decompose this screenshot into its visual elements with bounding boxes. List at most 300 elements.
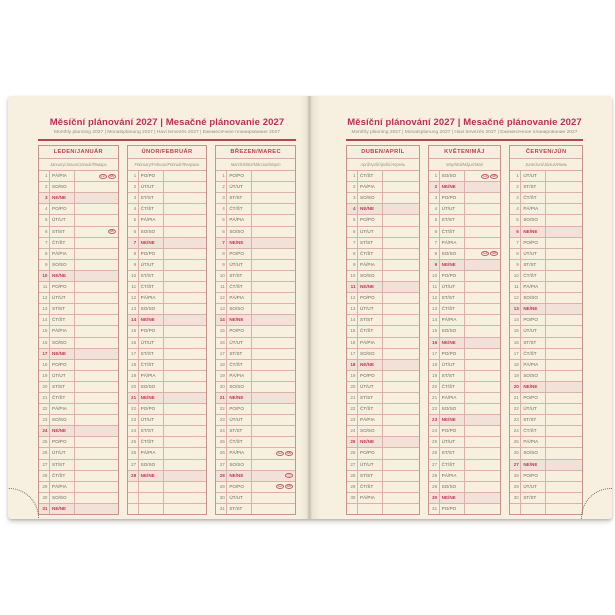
notes-cell bbox=[465, 471, 501, 481]
notes-cell bbox=[252, 193, 295, 203]
day-number: 16 bbox=[128, 338, 139, 348]
day-row bbox=[347, 171, 419, 182]
notes-cell bbox=[465, 338, 501, 348]
day-row bbox=[216, 504, 295, 514]
day-number: 7 bbox=[39, 238, 50, 248]
notes-cell bbox=[164, 260, 207, 270]
day-label: NE/NE bbox=[440, 182, 465, 192]
day-row bbox=[347, 193, 419, 204]
day-label: PÁ/PIA bbox=[227, 371, 252, 381]
month-column bbox=[38, 145, 119, 515]
day-number: 5 bbox=[429, 215, 440, 225]
day-row bbox=[128, 460, 207, 471]
day-number: 31 bbox=[429, 504, 440, 514]
notes-cell bbox=[252, 315, 295, 325]
notes-cell bbox=[546, 415, 582, 425]
day-label: PÁ/PIA bbox=[521, 282, 546, 292]
notes-cell bbox=[252, 382, 295, 392]
day-label: NE/NE bbox=[440, 338, 465, 348]
notes-cell bbox=[252, 360, 295, 370]
day-row bbox=[347, 482, 419, 493]
day-row bbox=[347, 471, 419, 482]
day-number: 12 bbox=[39, 293, 50, 303]
day-label: PO/PO bbox=[227, 404, 252, 414]
notes-cell bbox=[164, 371, 207, 381]
day-number: 17 bbox=[347, 349, 358, 359]
day-label: ST/ST bbox=[358, 315, 383, 325]
day-label: ST/ST bbox=[50, 460, 75, 470]
day-number: 19 bbox=[429, 371, 440, 381]
day-label: ST/ST bbox=[440, 448, 465, 458]
day-number: 12 bbox=[216, 293, 227, 303]
notes-cell bbox=[383, 504, 419, 514]
day-row bbox=[510, 382, 582, 393]
day-label: ÚT/UT bbox=[440, 282, 465, 292]
notes-cell bbox=[546, 193, 582, 203]
day-row bbox=[39, 360, 118, 371]
month-column bbox=[127, 145, 208, 515]
day-number: 4 bbox=[429, 204, 440, 214]
day-number: 4 bbox=[216, 204, 227, 214]
day-label bbox=[358, 504, 383, 514]
month-column bbox=[215, 145, 296, 515]
day-number: 17 bbox=[216, 349, 227, 359]
notes-cell bbox=[75, 437, 118, 447]
day-label: SO/SO bbox=[50, 182, 75, 192]
notes-cell bbox=[164, 227, 207, 237]
day-label: PÁ/PIA bbox=[521, 204, 546, 214]
day-row bbox=[39, 460, 118, 471]
notes-cell bbox=[383, 471, 419, 481]
notes-cell bbox=[383, 338, 419, 348]
day-label: PO/PO bbox=[440, 193, 465, 203]
notes-cell bbox=[465, 182, 501, 192]
day-row bbox=[510, 260, 582, 271]
notes-cell bbox=[546, 204, 582, 214]
day-number: 9 bbox=[128, 260, 139, 270]
day-row bbox=[347, 349, 419, 360]
day-label: PO/PO bbox=[227, 482, 252, 492]
notes-cell bbox=[164, 493, 207, 503]
day-row bbox=[39, 249, 118, 260]
day-label: PO/PO bbox=[358, 448, 383, 458]
day-label: SO/SO bbox=[139, 304, 164, 314]
day-label: ČT/ŠT bbox=[358, 171, 383, 181]
day-row bbox=[429, 404, 501, 415]
notes-cell bbox=[252, 260, 295, 270]
page-title: Měsíční plánování 2027 | Mesačné plánovanie 2027 bbox=[347, 117, 582, 128]
day-number: 18 bbox=[429, 360, 440, 370]
day-row bbox=[510, 215, 582, 226]
notes-cell bbox=[383, 360, 419, 370]
day-number: 1 bbox=[347, 171, 358, 181]
day-number: 13 bbox=[429, 304, 440, 314]
day-row bbox=[510, 171, 582, 182]
day-row bbox=[216, 215, 295, 226]
notes-cell bbox=[252, 349, 295, 359]
day-number: 2 bbox=[39, 182, 50, 192]
day-row bbox=[128, 326, 207, 337]
notes-cell bbox=[252, 227, 295, 237]
day-row bbox=[347, 338, 419, 349]
notes-cell bbox=[164, 271, 207, 281]
day-label: SO/SO bbox=[440, 482, 465, 492]
day-row bbox=[429, 338, 501, 349]
day-label: PO/PO bbox=[227, 171, 252, 181]
day-row bbox=[510, 504, 582, 514]
month-column bbox=[346, 145, 420, 515]
day-number: 17 bbox=[510, 349, 521, 359]
day-number: 9 bbox=[347, 260, 358, 270]
notes-cell bbox=[164, 437, 207, 447]
day-label: SO/SO bbox=[358, 193, 383, 203]
day-number: 8 bbox=[128, 249, 139, 259]
day-row bbox=[429, 204, 501, 215]
day-number: 7 bbox=[429, 238, 440, 248]
day-label: PÁ/PIA bbox=[50, 482, 75, 492]
day-label: PÁ/PIA bbox=[521, 437, 546, 447]
day-number: 3 bbox=[510, 193, 521, 203]
day-number: 11 bbox=[128, 282, 139, 292]
day-row bbox=[347, 360, 419, 371]
notes-cell bbox=[465, 227, 501, 237]
cz-holiday-badge-icon: CZ bbox=[277, 484, 283, 489]
notes-cell bbox=[546, 437, 582, 447]
day-row bbox=[429, 193, 501, 204]
day-label: PÁ/PIA bbox=[440, 238, 465, 248]
day-label: PO/PO bbox=[440, 271, 465, 281]
day-row bbox=[429, 238, 501, 249]
day-label: PÁ/PIA bbox=[521, 360, 546, 370]
day-label: PÁ/PIA bbox=[358, 415, 383, 425]
sk-holiday-badge-icon: SK bbox=[492, 251, 497, 256]
day-label: PO/PO bbox=[50, 437, 75, 447]
day-label: NE/NE bbox=[139, 393, 164, 403]
notes-cell bbox=[164, 238, 207, 248]
notes-cell bbox=[383, 193, 419, 203]
month-title: KVĚTEN/MÁJ bbox=[429, 146, 501, 159]
day-label: NE/NE bbox=[358, 204, 383, 214]
day-number: 22 bbox=[128, 404, 139, 414]
day-number: 13 bbox=[216, 304, 227, 314]
notes-cell bbox=[164, 382, 207, 392]
notes-cell bbox=[465, 238, 501, 248]
notes-cell bbox=[383, 227, 419, 237]
day-label: ÚT/UT bbox=[50, 448, 75, 458]
notes-cell bbox=[383, 382, 419, 392]
day-row bbox=[429, 493, 501, 504]
day-row bbox=[216, 326, 295, 337]
day-number: 30 bbox=[39, 493, 50, 503]
day-number: 3 bbox=[216, 193, 227, 203]
day-number: 28 bbox=[128, 471, 139, 481]
day-row bbox=[216, 360, 295, 371]
day-label: SO/SO bbox=[227, 460, 252, 470]
notes-cell bbox=[75, 204, 118, 214]
day-row bbox=[39, 437, 118, 448]
day-number: 14 bbox=[510, 315, 521, 325]
day-row bbox=[429, 304, 501, 315]
day-row bbox=[39, 193, 118, 204]
day-number: 11 bbox=[347, 282, 358, 292]
day-number: 29 bbox=[429, 482, 440, 492]
day-label: ST/ST bbox=[227, 426, 252, 436]
day-label: NE/NE bbox=[358, 282, 383, 292]
day-row bbox=[510, 326, 582, 337]
day-row bbox=[128, 426, 207, 437]
day-row bbox=[216, 282, 295, 293]
day-number: 9 bbox=[216, 260, 227, 270]
day-number: 8 bbox=[429, 249, 440, 259]
page-subtitle: Monthly planning 2027 | Monatsplanung 2027 | Havi tervezés 2027 | Ежемесячное планирование 2027 bbox=[351, 130, 578, 135]
notes-cell bbox=[546, 360, 582, 370]
day-row bbox=[429, 360, 501, 371]
day-number: 29 bbox=[347, 482, 358, 492]
day-label: ST/ST bbox=[227, 504, 252, 514]
notes-cell bbox=[465, 504, 501, 514]
day-number: 2 bbox=[216, 182, 227, 192]
day-number: 31 bbox=[39, 504, 50, 514]
day-number: 12 bbox=[510, 293, 521, 303]
day-number: 24 bbox=[39, 426, 50, 436]
day-number: 5 bbox=[128, 215, 139, 225]
day-label: PÁ/PIA bbox=[358, 493, 383, 503]
day-number: 1 bbox=[510, 171, 521, 181]
day-number: 18 bbox=[510, 360, 521, 370]
day-label: ÚT/UT bbox=[227, 415, 252, 425]
day-number: 21 bbox=[216, 393, 227, 403]
day-row bbox=[39, 415, 118, 426]
month-title: LEDEN/JANUÁR bbox=[39, 146, 118, 159]
notes-cell bbox=[465, 304, 501, 314]
day-row bbox=[216, 493, 295, 504]
day-number: 24 bbox=[347, 426, 358, 436]
day-label: PO/PO bbox=[139, 404, 164, 414]
day-row bbox=[347, 293, 419, 304]
day-row bbox=[510, 249, 582, 260]
day-label: PO/PO bbox=[521, 471, 546, 481]
day-label: PÁ/PIA bbox=[227, 293, 252, 303]
notes-cell bbox=[383, 182, 419, 192]
day-row bbox=[39, 171, 118, 182]
day-number: 23 bbox=[128, 415, 139, 425]
day-label: ČT/ŠT bbox=[50, 471, 75, 481]
day-number: 27 bbox=[216, 460, 227, 470]
day-row bbox=[347, 215, 419, 226]
day-row bbox=[429, 437, 501, 448]
day-label: SO/SO bbox=[358, 349, 383, 359]
day-label: ÚT/UT bbox=[139, 260, 164, 270]
day-row bbox=[39, 260, 118, 271]
notes-cell bbox=[546, 271, 582, 281]
notes-cell bbox=[465, 249, 501, 259]
day-number: 6 bbox=[216, 227, 227, 237]
notes-cell bbox=[383, 326, 419, 336]
notes-cell bbox=[546, 448, 582, 458]
day-number: 6 bbox=[429, 227, 440, 237]
day-row bbox=[128, 360, 207, 371]
notes-cell bbox=[252, 493, 295, 503]
day-row bbox=[128, 471, 207, 482]
day-label: PÁ/PIA bbox=[50, 171, 75, 181]
day-label: PÁ/PIA bbox=[50, 404, 75, 414]
day-row bbox=[510, 227, 582, 238]
notes-cell bbox=[164, 171, 207, 181]
day-row bbox=[39, 271, 118, 282]
day-row bbox=[510, 182, 582, 193]
day-label: PÁ/PIA bbox=[358, 182, 383, 192]
day-number: 12 bbox=[429, 293, 440, 303]
day-row bbox=[39, 482, 118, 493]
notes-cell bbox=[75, 493, 118, 503]
day-row bbox=[128, 482, 207, 493]
notes-cell bbox=[164, 360, 207, 370]
day-number: 21 bbox=[429, 393, 440, 403]
day-label: ST/ST bbox=[50, 304, 75, 314]
day-label: ST/ST bbox=[227, 271, 252, 281]
day-number: 7 bbox=[347, 238, 358, 248]
day-number: 22 bbox=[510, 404, 521, 414]
day-row bbox=[128, 404, 207, 415]
month-title: BŘEZEN/MAREC bbox=[216, 146, 295, 159]
notes-cell bbox=[252, 471, 295, 481]
day-label bbox=[139, 504, 164, 514]
notes-cell bbox=[164, 282, 207, 292]
day-number: 1 bbox=[216, 171, 227, 181]
day-label: ÚT/UT bbox=[227, 493, 252, 503]
day-label: ST/ST bbox=[440, 215, 465, 225]
day-label: SO/SO bbox=[521, 371, 546, 381]
day-number: 16 bbox=[510, 338, 521, 348]
day-number: 30 bbox=[347, 493, 358, 503]
day-row bbox=[510, 415, 582, 426]
day-row bbox=[216, 426, 295, 437]
day-number: 19 bbox=[216, 371, 227, 381]
day-row bbox=[347, 182, 419, 193]
notes-cell bbox=[465, 448, 501, 458]
day-row bbox=[39, 315, 118, 326]
day-label: SO/SO bbox=[139, 382, 164, 392]
day-number: 29 bbox=[39, 482, 50, 492]
day-row bbox=[128, 393, 207, 404]
day-label: ST/ST bbox=[440, 371, 465, 381]
day-number: 7 bbox=[128, 238, 139, 248]
day-row bbox=[39, 227, 118, 238]
day-row bbox=[347, 304, 419, 315]
notes-cell bbox=[75, 460, 118, 470]
notes-cell bbox=[546, 293, 582, 303]
notes-cell bbox=[75, 426, 118, 436]
day-number: 14 bbox=[347, 315, 358, 325]
day-row bbox=[128, 271, 207, 282]
day-row bbox=[128, 437, 207, 448]
day-row bbox=[510, 460, 582, 471]
day-number: 29 bbox=[216, 482, 227, 492]
day-label: ÚT/UT bbox=[227, 338, 252, 348]
day-number: 21 bbox=[128, 393, 139, 403]
day-number: 3 bbox=[347, 193, 358, 203]
notes-cell bbox=[465, 293, 501, 303]
diary-spread bbox=[8, 96, 612, 519]
day-label: SO/SO bbox=[440, 326, 465, 336]
day-label: PÁ/PIA bbox=[227, 215, 252, 225]
day-number: 16 bbox=[216, 338, 227, 348]
notes-cell bbox=[75, 338, 118, 348]
notes-cell bbox=[546, 238, 582, 248]
day-label: NE/NE bbox=[358, 360, 383, 370]
day-number: 12 bbox=[347, 293, 358, 303]
day-number: 30 bbox=[216, 493, 227, 503]
day-label: NE/NE bbox=[50, 504, 75, 514]
day-label: SO/SO bbox=[227, 304, 252, 314]
day-number: 27 bbox=[347, 460, 358, 470]
sk-holiday-badge-icon: SK bbox=[286, 484, 292, 489]
day-label: ČT/ŠT bbox=[521, 271, 546, 281]
day-label: ÚT/UT bbox=[50, 293, 75, 303]
notes-cell bbox=[75, 382, 118, 392]
day-row bbox=[216, 437, 295, 448]
notes-cell bbox=[75, 504, 118, 514]
day-label: ČT/ŠT bbox=[440, 304, 465, 314]
day-label: NE/NE bbox=[440, 415, 465, 425]
notes-cell bbox=[164, 471, 207, 481]
day-number: 18 bbox=[128, 360, 139, 370]
day-label: SO/SO bbox=[521, 293, 546, 303]
day-row bbox=[39, 282, 118, 293]
day-label: PO/PO bbox=[521, 315, 546, 325]
day-number: 2 bbox=[510, 182, 521, 192]
day-label: ST/ST bbox=[358, 238, 383, 248]
day-number: 26 bbox=[216, 448, 227, 458]
day-label: PO/PO bbox=[139, 326, 164, 336]
notes-cell bbox=[383, 304, 419, 314]
day-label: PO/PO bbox=[440, 426, 465, 436]
day-number bbox=[510, 504, 521, 514]
notes-cell bbox=[465, 360, 501, 370]
day-number: 11 bbox=[216, 282, 227, 292]
day-row bbox=[216, 304, 295, 315]
day-label: NE/NE bbox=[50, 426, 75, 436]
day-label: PO/PO bbox=[139, 249, 164, 259]
notes-cell bbox=[75, 471, 118, 481]
day-label: NE/NE bbox=[227, 471, 252, 481]
day-number: 4 bbox=[510, 204, 521, 214]
day-row bbox=[128, 293, 207, 304]
day-row bbox=[39, 393, 118, 404]
page-subtitle: Monthly planning 2027 | Monatsplanung 2027 | Havi tervezés 2027 | Ежемесячное планирование 2027 bbox=[54, 130, 280, 135]
notes-cell bbox=[383, 282, 419, 292]
day-number: 3 bbox=[39, 193, 50, 203]
day-label: SO/SO bbox=[440, 249, 465, 259]
notes-cell bbox=[383, 204, 419, 214]
notes-cell bbox=[383, 448, 419, 458]
notes-cell bbox=[252, 482, 295, 492]
day-number: 23 bbox=[429, 415, 440, 425]
day-row bbox=[216, 482, 295, 493]
day-number: 25 bbox=[39, 437, 50, 447]
day-label: ST/ST bbox=[139, 349, 164, 359]
day-number: 27 bbox=[128, 460, 139, 470]
notes-cell bbox=[546, 382, 582, 392]
day-number: 20 bbox=[216, 382, 227, 392]
notes-cell bbox=[252, 426, 295, 436]
sk-holiday-badge-icon: SK bbox=[492, 173, 497, 178]
day-label: ČT/ŠT bbox=[440, 227, 465, 237]
day-row bbox=[39, 504, 118, 514]
day-row bbox=[429, 460, 501, 471]
notes-cell bbox=[383, 426, 419, 436]
day-row bbox=[216, 393, 295, 404]
